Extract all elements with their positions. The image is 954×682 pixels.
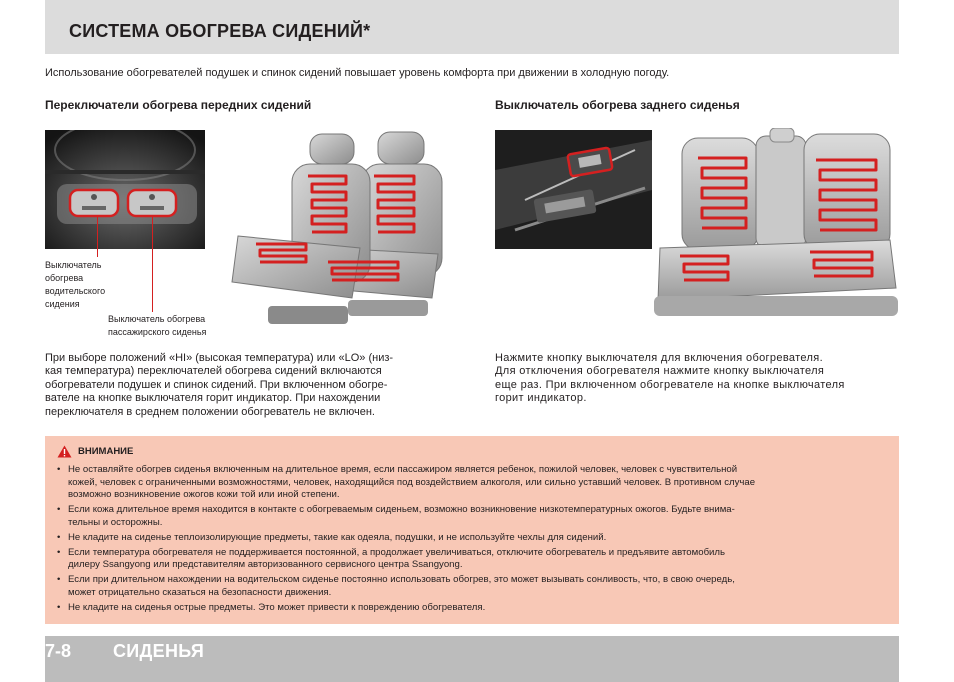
driver-leader-line (97, 216, 98, 257)
rear-description: Нажмите кнопку выключателя для включения обогревателя. Для отключения обогревателя нажмите кнопку выключателя еще раз. При включенном обогревателе на кнопке выключателя горит индикатор. (495, 352, 845, 405)
passenger-switch-caption: Выключатель обогрева пассажирского сиденья (108, 314, 207, 337)
front-seats-illustration (228, 130, 450, 348)
section-title: СИДЕНЬЯ (113, 641, 205, 661)
page-number: 7-8 (45, 641, 72, 661)
warning-item: • Если температура обогревателя не поддерживается постоянной, а продолжает увеличиваться, отключите обогреватель и предъявите автомобиль дилеру Ssangyong или представителям авторизованного сервисного центра Ssangyong. (55, 547, 893, 572)
page-footer (45, 636, 899, 682)
warning-triangle-icon (57, 445, 72, 458)
front-heading: Переключатели обогрева передних сидений (45, 98, 312, 112)
warning-item: • Не кладите на сиденья острые предметы. Это может привести к повреждению обогревателя. (55, 602, 893, 615)
front-switch-photo (45, 130, 205, 249)
front-description: При выборе положений «HI» (высокая температура) или «LO» (низ- кая температура) переключателей обогрева сидений включаются обогреватели подушек и спинок сидений. При включенном обогре- вателе на кнопке выключателя горит индикатор. При нахождении переключателя в среднем положении обогреватель не включен. (45, 352, 394, 418)
passenger-leader-line (152, 216, 153, 312)
warning-title: ВНИМАНИЕ (57, 445, 133, 458)
warning-list (55, 464, 893, 617)
warning-item: • Если кожа длительное время находится в контакте с обогреваемым сиденьем, возможно возникновение низкотемпературных ожогов. Будьте внима- тельны и осторожны. (55, 504, 893, 529)
warning-box (45, 436, 899, 624)
driver-switch-caption: Выключатель обогрева водительского сидения (45, 260, 106, 309)
warning-item: • Не оставляйте обогрев сиденья включенным на длительное время, если пассажиром является ребенок, пожилой человек, человек с чувствительной кожей, человек с ограниченными возможностями, человек, находящийся под воздействием алкоголя, или сильно уставший человек. В противном случае возможно возникновение ожогов кожи той или иной степени. (55, 464, 893, 502)
rear-seat-illustration (650, 128, 900, 324)
page-title: СИСТЕМА ОБОГРЕВА СИДЕНИЙ* (69, 21, 371, 41)
intro-text: Использование обогревателей подушек и спинок сидений повышает уровень комфорта при движении в холодную погоду. (45, 67, 670, 79)
warning-item: • Если при длительном нахождении на водительском сиденье постоянно использовать обогрев, это может вызывать сонливость, что, в свою очередь, может отрицательно сказаться на безопасности движения. (55, 574, 893, 599)
rear-switch-photo (495, 130, 652, 249)
warning-item: • Не кладите на сиденье теплоизолирующие предметы, такие как одеяла, подушки, и не используйте чехлы для сидений. (55, 532, 893, 545)
page-header (45, 0, 899, 54)
rear-heading: Выключатель обогрева заднего сиденья (495, 98, 740, 112)
